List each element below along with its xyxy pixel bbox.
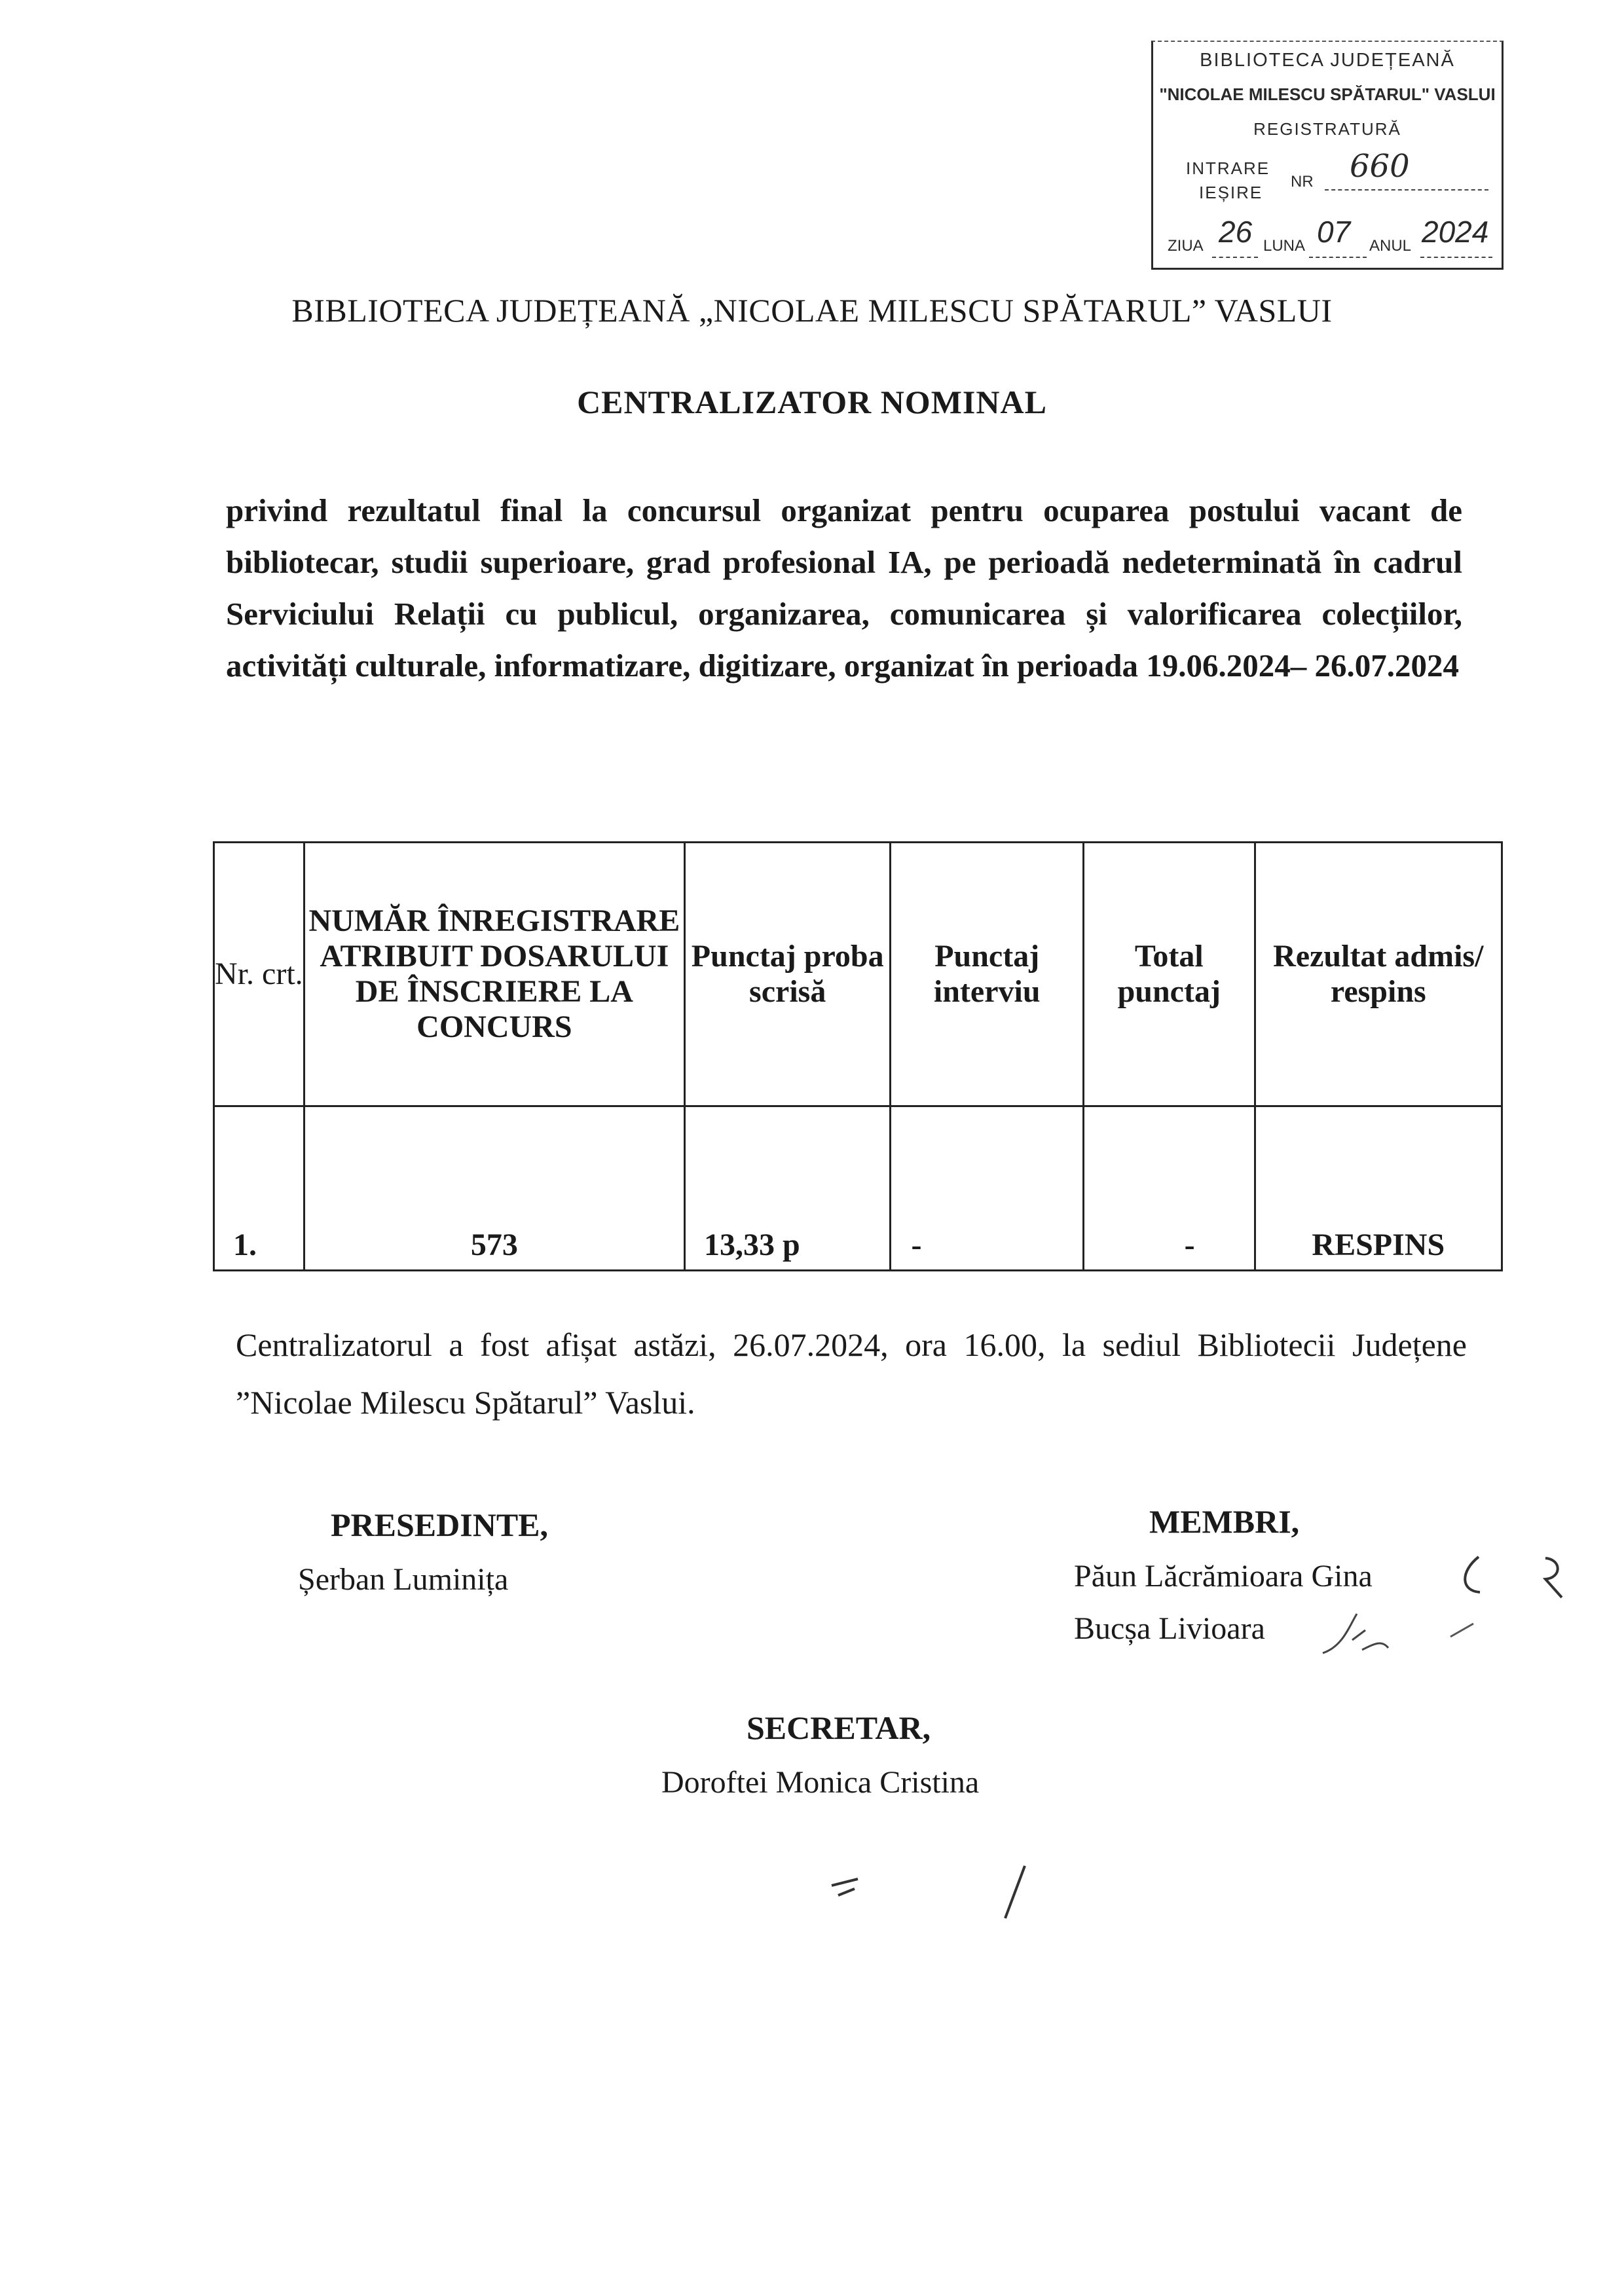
stamp-ziua-label: ZIUA — [1168, 237, 1204, 255]
header-numar-inregistrare: NUMĂR ÎNREGISTRARE ATRIBUIT DOSARULUI DE ÎNSCRIERE LA CONCURS — [304, 843, 684, 1106]
header-punctaj-scris: Punctaj proba scrisă — [684, 843, 890, 1106]
stamp-luna-label: LUNA — [1263, 237, 1306, 255]
stamp-anul-value: 2024 — [1422, 215, 1489, 249]
stamp-line-2: "NICOLAE MILESCU SPĂTARUL" VASLUI — [1159, 84, 1496, 104]
cell-scris: 13,33 p — [684, 1106, 890, 1271]
membri-role: MEMBRI, — [1149, 1503, 1300, 1540]
stamp-anul-label: ANUL — [1369, 237, 1412, 255]
posting-note: Centralizatorul a fost afișat astăzi, 26.07.2024, ora 16.00, la sediul Bibliotecii Județene ”Nicolae Milescu Spătarul” Vaslui. — [236, 1326, 1467, 1421]
document-title: CENTRALIZATOR NOMINAL — [577, 384, 1047, 420]
signature-mark-bucsa — [1316, 1607, 1414, 1666]
stamp-anul-line — [1420, 257, 1492, 258]
table-row — [214, 1106, 1502, 1271]
cell-interviu: - — [891, 1106, 1084, 1271]
stamp-iesire-label: IEȘIRE — [1199, 183, 1263, 202]
stamp-nr-line — [1325, 189, 1488, 191]
cell-total: - — [1083, 1106, 1255, 1271]
header-punctaj-interviu: Punctaj interviu — [891, 843, 1084, 1106]
secretar-name: Doroftei Monica Cristina — [661, 1765, 980, 1800]
registry-stamp — [1151, 41, 1504, 270]
cell-rezultat: RESPINS — [1255, 1106, 1502, 1271]
stamp-ziua-value: 26 — [1219, 215, 1253, 249]
signature-mark-membri — [1447, 1545, 1578, 1643]
membru-2-name: Bucșa Livioara — [1074, 1611, 1265, 1646]
stamp-ziua-line — [1212, 257, 1258, 258]
header-rezultat: Rezultat admis/ respins — [1255, 843, 1502, 1106]
presedinte-role: PRESEDINTE, — [331, 1506, 549, 1543]
presedinte-name: Șerban Luminița — [298, 1562, 509, 1597]
stamp-luna-value: 07 — [1317, 215, 1351, 249]
results-table — [213, 841, 1503, 1271]
document-subject: privind rezultatul final la concursul organizat pentru ocuparea postului vacant de bibliotecar, studii superioare, grad profesional IA, pe perioadă nedeterminată în cadrul Serviciului Relații cu publicul, organizarea, comunicarea și valorificarea colecțiilor, activități culturale, informatizare, digitizare, organizat în perioada 19.06.2024– 26.07.2024 — [226, 492, 1462, 683]
header-nr-crt: Nr. crt. — [214, 843, 304, 1106]
stamp-nr-value: 660 — [1350, 148, 1410, 185]
cell-nr: 1. — [214, 1106, 304, 1271]
stamp-line-3: REGISTRATURĂ — [1253, 119, 1401, 139]
membru-1-name: Păun Lăcrămioara Gina — [1074, 1559, 1373, 1594]
header-total-punctaj: Total punctaj — [1083, 843, 1255, 1106]
stamp-intrare-label: INTRARE — [1186, 158, 1270, 178]
cell-numar: 573 — [304, 1106, 684, 1271]
institution-heading: BIBLIOTECA JUDEȚEANĂ „NICOLAE MILESCU SPĂTARUL” VASLUI — [291, 292, 1333, 329]
stamp-nr-label: NR — [1291, 173, 1314, 191]
stamp-line-1: BIBLIOTECA JUDEȚEANĂ — [1200, 50, 1455, 71]
stamp-luna-line — [1309, 257, 1367, 258]
secretar-role: SECRETAR, — [747, 1709, 931, 1746]
signature-mark-secretar — [825, 1859, 1048, 1925]
table-header-row — [214, 843, 1502, 1106]
